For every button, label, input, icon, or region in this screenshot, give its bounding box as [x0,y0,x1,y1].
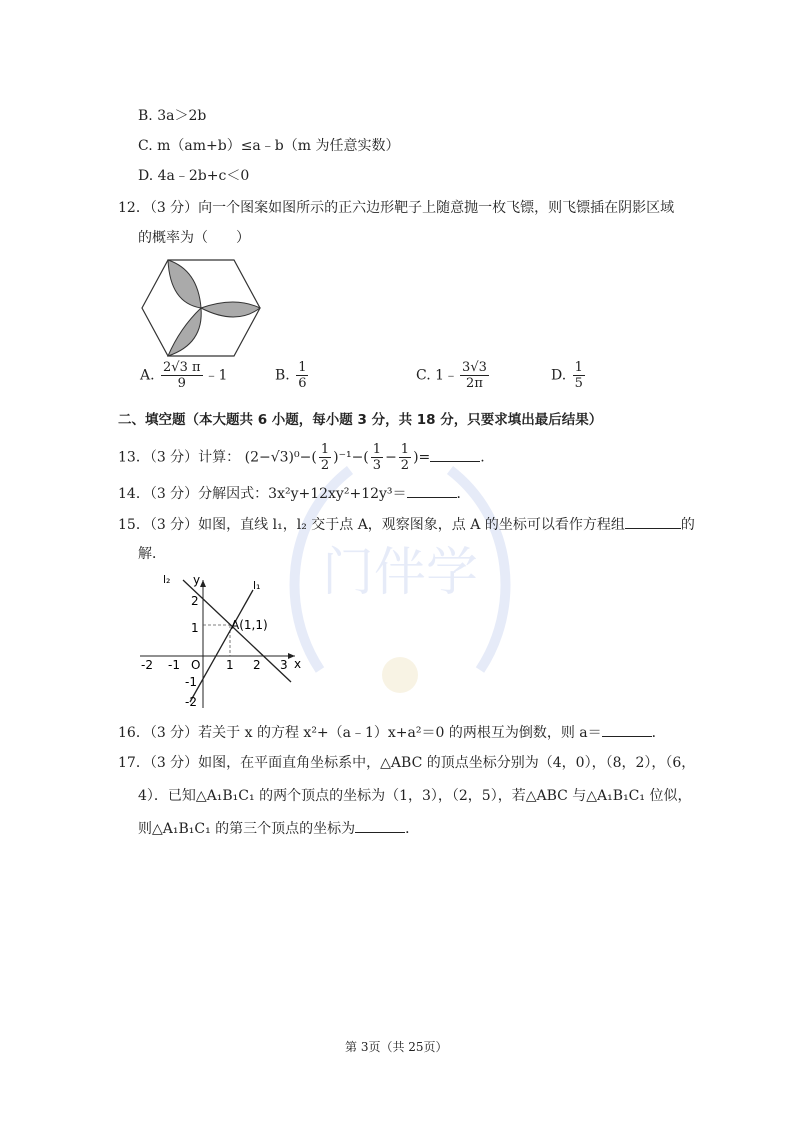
q15-line-graph [135,570,305,710]
y-tick: 1 [191,621,199,635]
q11-option-b: B. 3a＞2b [138,108,207,124]
y-tick: 2 [191,594,199,608]
q17-answer-blank[interactable] [355,818,405,833]
x-tick: O [191,658,201,672]
q12-option-d: D. $\frac{1}{5}$ [551,360,583,391]
l2-label: l₂ [163,573,171,586]
q15-line1: 15．（3 分）如图，直线 l₁，l₂ 交于点 A，观察图象，点 A 的坐标可以看作方程组 的 [118,514,695,535]
x-tick: -1 [168,658,180,672]
q12-stem-line1: 12．（3 分）向一个图案如图所示的正六边形靶子上随意抛一枚飞镖，则飞镖插在阴影区域 [118,200,675,216]
l1-label: l₁ [253,579,261,592]
x-tick: -2 [141,658,153,672]
q12-option-b: B. $\frac{1}{6}$ [275,360,307,391]
q14-answer-blank[interactable] [407,483,457,498]
section-title: 二、填空题（本大题共 6 小题，每小题 3 分，共 18 分，只要求填出最后结果） [118,412,603,428]
y-tick: -1 [185,675,197,689]
q16: 16．（3 分）若关于 x 的方程 x²+（a﹣1）x+a²＝0 的两根互为倒数，则 a＝ ． [118,722,666,743]
q11-option-d: D. 4a﹣2b+c＜0 [138,168,250,184]
q12-stem-line2: 的概率为（ ） [138,230,250,246]
q17-line2: 4）．已知△A₁B₁C₁ 的两个顶点的坐标为（1，3），（2，5），若△ABC 与△A₁B₁C₁ 位似， [138,788,692,804]
y-axis-label: y [193,573,201,587]
q12-option-a: A. $\frac{2√3 \pi}{9}$ ﹣1 [140,360,228,391]
x-tick: 1 [226,658,234,672]
q16-answer-blank[interactable] [602,722,652,737]
q13-answer-blank[interactable] [430,447,480,462]
y-tick: -2 [185,695,197,709]
q11-option-c: C. m（am+b）≤a﹣b（m 为任意实数） [138,138,400,154]
hexagon-target-figure [140,258,264,358]
x-axis-label: x [294,657,302,671]
q13: 13．（3 分）计算： (2−√3)⁰−( $\frac{1}{2}$ )⁻¹−( $\frac{1}{3}$ − $\frac{1}{2}$ )= . [118,442,485,473]
q12-option-c: C. 1﹣ $\frac{3√3}{2\pi}$ [416,360,487,391]
page-footer: 第 3页（共 25页） [345,1040,448,1054]
q15-line2: 解． [138,546,166,562]
q17-line3: 则△A₁B₁C₁ 的第三个顶点的坐标为 ． [138,818,419,839]
x-tick: 3 [280,658,288,672]
x-tick: 2 [253,658,261,672]
q15-answer-blank[interactable] [625,514,681,529]
q14: 14．（3 分）分解因式：3x²y+12xy²+12y³＝ ． [118,483,471,504]
q17-line1: 17．（3 分）如图，在平面直角坐标系中，△ABC 的顶点坐标分别为（4，0），（8，2），（6， [118,755,696,771]
watermark [280,430,520,730]
point-a-label: A(1,1) [231,618,268,632]
watermark-text: 门伴学 [322,543,479,603]
